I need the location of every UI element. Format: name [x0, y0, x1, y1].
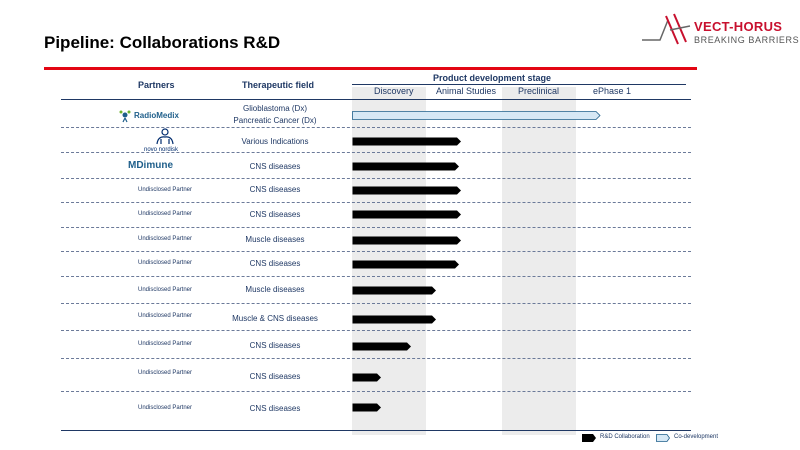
progress-bar-collaboration	[352, 162, 460, 171]
page-title: Pipeline: Collaborations R&D	[44, 33, 281, 52]
row-separator	[61, 227, 691, 228]
row-separator	[61, 178, 691, 179]
stage-label: Discovery	[374, 86, 414, 96]
field-label: Muscle diseases	[245, 235, 305, 244]
logo-tagline: BREAKING BARRIERS	[694, 35, 800, 45]
legend-codev-swatch	[656, 434, 670, 442]
header-stage: Product development stage	[433, 73, 552, 83]
row-separator	[61, 127, 691, 128]
stage-label: Preclinical	[518, 86, 560, 96]
header-partners: Partners	[138, 80, 175, 90]
radiomedix-wordmark: RadioMedix	[134, 111, 179, 120]
progress-bar-collaboration	[352, 403, 382, 412]
mdimune-logo: MDimune	[128, 160, 173, 171]
progress-bar-collaboration	[352, 260, 460, 269]
partner-label: Undisclosed Partner	[137, 370, 193, 376]
stage-label: Animal Studies	[436, 86, 497, 96]
partner-label: Undisclosed Partner	[137, 313, 193, 319]
legend-codev-label: Co-development	[674, 434, 719, 440]
bar-shape	[353, 237, 462, 245]
legend-collaboration-label: R&D Collaboration	[600, 434, 650, 440]
row-separator	[61, 303, 691, 304]
novo-wordmark: novo nordisk	[144, 147, 179, 153]
header-therapeutic-field: Therapeutic field	[242, 80, 315, 90]
bottom-rule	[61, 430, 691, 431]
partner-label: Undisclosed Partner	[137, 341, 193, 347]
progress-bar-collaboration	[352, 286, 437, 295]
field-label: CNS diseases	[249, 259, 301, 268]
progress-bar-collaboration	[352, 236, 462, 245]
row-separator	[61, 152, 691, 153]
bar-shape	[353, 211, 462, 219]
field-label: Various Indications	[241, 137, 309, 146]
field-label: CNS diseases	[249, 162, 301, 171]
partner-label: Undisclosed Partner	[137, 211, 193, 217]
partner-label: Undisclosed Partner	[137, 287, 193, 293]
bar-shape	[353, 261, 460, 269]
field-label: CNS diseases	[249, 341, 301, 350]
field-label: Muscle diseases	[245, 285, 305, 294]
stage-label: ePhase 1	[593, 86, 632, 96]
partner-label: Undisclosed Partner	[137, 405, 193, 411]
novo-bull-icon	[152, 128, 178, 146]
bar-shape	[353, 404, 382, 412]
partner-label: Undisclosed Partner	[137, 260, 193, 266]
row-separator	[61, 251, 691, 252]
partner-label: Undisclosed Partner	[137, 236, 193, 242]
novo-nordisk-logo	[140, 128, 190, 158]
stage-header-rule	[352, 84, 686, 85]
row-separator	[61, 330, 691, 331]
field-label: CNS diseases	[249, 185, 301, 194]
logo-mark-icon	[640, 10, 692, 50]
bar-shape	[353, 287, 437, 295]
progress-bar-co-development	[352, 111, 601, 120]
progress-bar-collaboration	[352, 315, 437, 324]
field-label: Muscle & CNS diseases	[232, 314, 318, 323]
field-label: CNS diseases	[249, 210, 301, 219]
bar-shape	[353, 343, 412, 351]
row-separator	[61, 202, 691, 203]
bar-shape	[353, 187, 462, 195]
title-rule	[44, 67, 697, 70]
bar-shape	[353, 138, 462, 146]
radiomedix-logo	[118, 109, 198, 125]
bar-shape	[353, 316, 437, 324]
partner-label: Undisclosed Partner	[137, 187, 193, 193]
bar-shape	[353, 374, 382, 382]
legend-collaboration-swatch	[582, 434, 596, 442]
company-logo	[640, 10, 800, 50]
field-label: CNS diseases	[249, 404, 301, 413]
field-label: Glioblastoma (Dx)	[242, 104, 307, 113]
header-rule	[61, 99, 691, 100]
stage-band-preclinical	[502, 87, 576, 435]
bar-shape	[353, 112, 601, 120]
bar-shape	[353, 163, 460, 171]
radiomedix-mark-icon	[118, 109, 132, 123]
logo-name: VECT-HORUS	[694, 19, 783, 34]
row-separator	[61, 276, 691, 277]
progress-bar-collaboration	[352, 373, 382, 382]
progress-bar-collaboration	[352, 186, 462, 195]
progress-bar-collaboration	[352, 210, 462, 219]
progress-bar-collaboration	[352, 342, 412, 351]
field-label: Pancreatic Cancer (Dx)	[233, 116, 317, 125]
row-separator	[61, 358, 691, 359]
row-separator	[61, 391, 691, 392]
field-label: CNS diseases	[249, 372, 301, 381]
progress-bar-collaboration	[352, 137, 462, 146]
